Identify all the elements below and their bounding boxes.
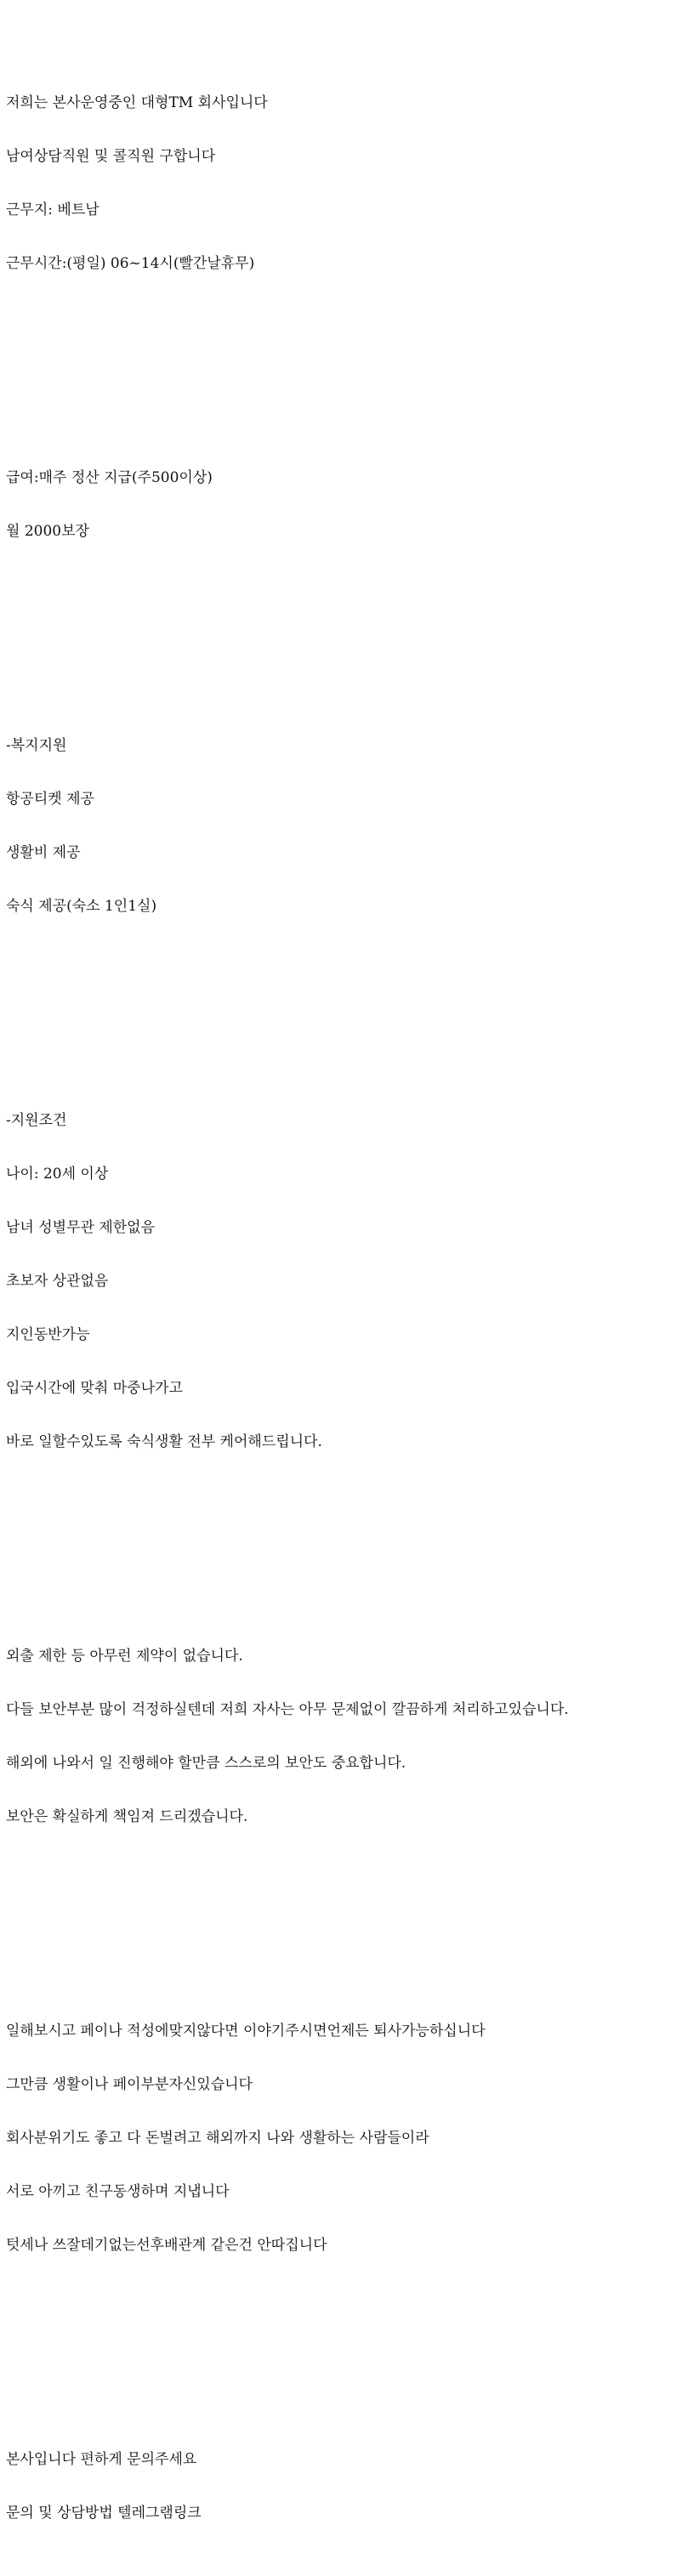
text-line: 지인동반가능 <box>6 1326 90 1343</box>
text-line: 남여상담직원 및 콜직원 구합니다 <box>6 148 216 165</box>
blank-line <box>6 987 686 1005</box>
security-section <box>6 1612 686 1862</box>
requirements-section <box>6 1076 686 1487</box>
text-line: 저희는 본사운영중인 대형TM 회사입니다 <box>6 94 268 111</box>
text-line: 바로 일할수있도록 숙식생활 전부 케어해드립니다. <box>6 1433 322 1450</box>
text-line: 다들 보안부분 많이 걱정하실텐데 저희 자사는 아무 문제없이 깔끔하게 처리하고있습니다. <box>6 1701 569 1718</box>
salary-section <box>6 434 686 576</box>
text-line: 본사입니다 편하게 문의주세요 <box>6 2451 197 2468</box>
blank-line <box>6 1523 686 1540</box>
intro-section <box>6 59 686 309</box>
text-line: 그만큼 생활이나 페이부분자신있습니다 <box>6 2076 253 2093</box>
text-line: 항공티켓 제공 <box>6 791 94 808</box>
text-line: 서로 아끼고 친구동생하며 지냅니다 <box>6 2183 230 2200</box>
text-line: 월 2000보장 <box>6 523 89 540</box>
contact-section <box>6 2415 686 2558</box>
blank-line <box>6 1898 686 1915</box>
text-line: 초보자 상관없음 <box>6 1273 109 1290</box>
text-line: 생활비 제공 <box>6 844 81 861</box>
text-line: 나이: 20세 이상 <box>6 1166 109 1183</box>
blank-line <box>6 344 686 362</box>
text-line: 문의 및 상담방법 텔레그램링크 <box>6 2505 202 2522</box>
culture-section <box>6 1987 686 2290</box>
text-line: 보안은 확실하게 책임져 드리겠습니다. <box>6 1808 248 1825</box>
text-line: 회사분위기도 좋고 다 돈벌려고 해외까지 나와 생활하는 사람들이라 <box>6 2130 429 2147</box>
text-line: 해외에 나와서 일 진행해야 할만큼 스스로의 보안도 중요합니다. <box>6 1755 407 1772</box>
welfare-section <box>6 701 686 951</box>
text-line: 근무시간:(평일) 06~14시(빨간날휴무) <box>6 255 255 272</box>
text-line: 외출 제한 등 아무런 제약이 없습니다. <box>6 1648 243 1665</box>
section-heading: -지원조건 <box>6 1112 67 1129</box>
text-line: 입국시간에 맞춰 마중나가고 <box>6 1380 183 1397</box>
recruitment-post-body <box>6 5 686 2576</box>
text-line: 숙식 제공(숙소 1인1실) <box>6 898 157 915</box>
text-line: 남녀 성별무관 제한없음 <box>6 1219 156 1236</box>
blank-line <box>6 612 686 630</box>
text-line: 급여:매주 정산 지급(주500이상) <box>6 469 213 486</box>
blank-line <box>6 2326 686 2344</box>
text-line: 일해보시고 페이나 적성에맞지않다면 이야기주시면언제든 퇴사가능하십니다 <box>6 2023 486 2040</box>
text-line: 텃세나 쓰잘데기없는선후배관계 같은건 안따집니다 <box>6 2237 327 2254</box>
section-heading: -복지지원 <box>6 737 67 754</box>
text-line: 근무지: 베트남 <box>6 201 100 218</box>
